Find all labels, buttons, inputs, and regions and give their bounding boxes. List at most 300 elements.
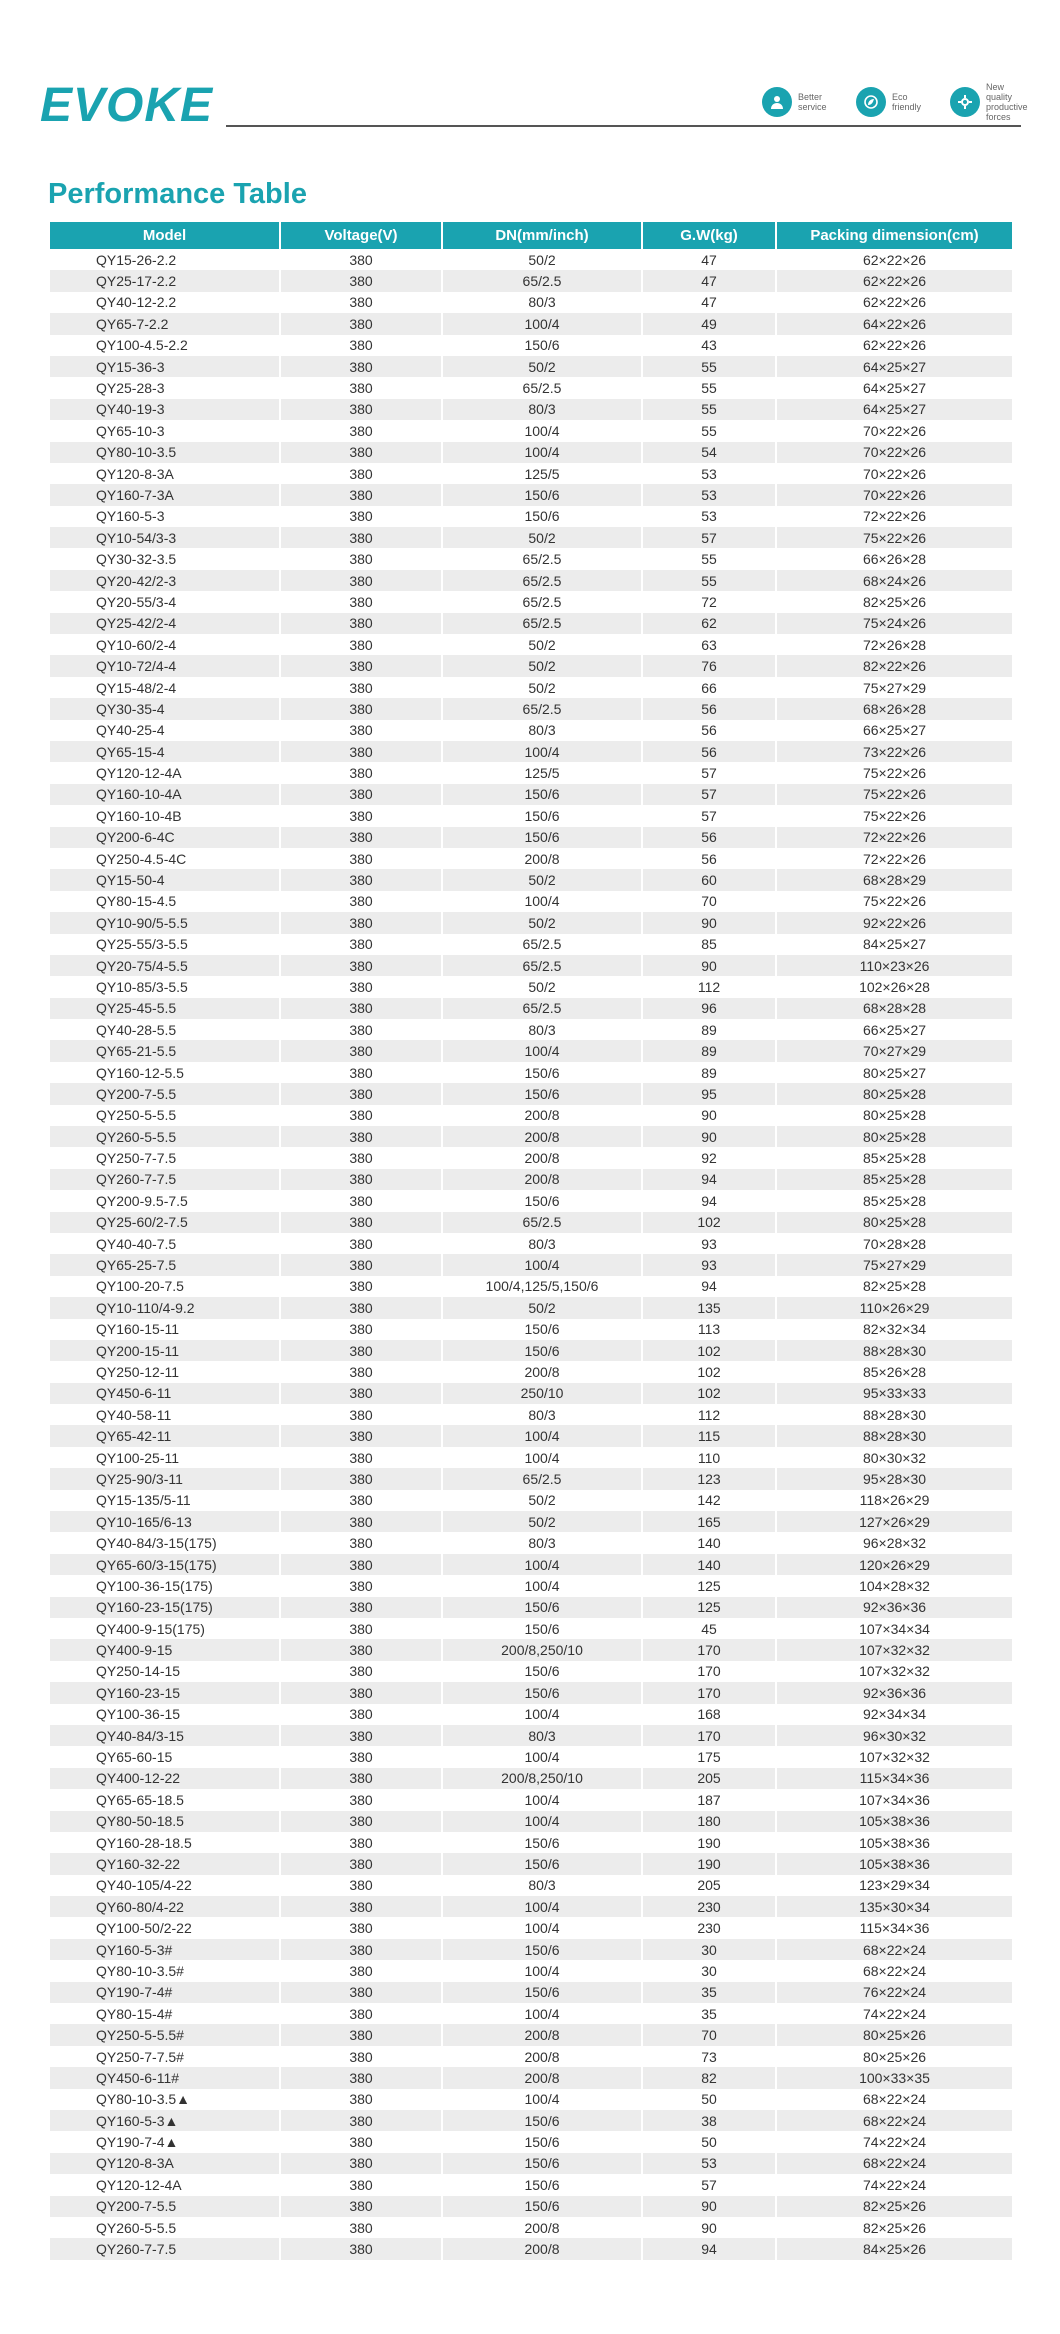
cell-gw: 165 — [642, 1511, 776, 1532]
cell-voltage: 380 — [280, 2238, 442, 2259]
cell-packing: 82×22×26 — [776, 655, 1012, 676]
table-row — [50, 335, 1012, 356]
cell-model: QY15-135/5-11 — [50, 1490, 280, 1511]
cell-gw: 175 — [642, 1746, 776, 1767]
cell-dn: 150/6 — [442, 2110, 642, 2131]
cell-model: QY10-165/6-13 — [50, 1511, 280, 1532]
table-row — [50, 1896, 1012, 1917]
table-row — [50, 677, 1012, 698]
cell-packing: 96×30×32 — [776, 1725, 1012, 1746]
cell-gw: 63 — [642, 634, 776, 655]
cell-packing: 115×34×36 — [776, 1768, 1012, 1789]
cell-packing: 92×22×26 — [776, 912, 1012, 933]
cell-gw: 135 — [642, 1297, 776, 1318]
cell-gw: 113 — [642, 1319, 776, 1340]
table-row — [50, 1383, 1012, 1404]
cell-voltage: 380 — [280, 1254, 442, 1275]
cell-model: QY160-5-3▲ — [50, 2110, 280, 2131]
cell-model: QY100-36-15 — [50, 1704, 280, 1725]
cell-gw: 92 — [642, 1147, 776, 1168]
cell-voltage: 380 — [280, 784, 442, 805]
cell-model: QY250-14-15 — [50, 1661, 280, 1682]
cell-gw: 90 — [642, 2217, 776, 2238]
cell-voltage: 380 — [280, 249, 442, 270]
cell-packing: 80×30×32 — [862, 1449, 927, 1466]
feature-badges — [762, 82, 1030, 122]
cell-model: QY160-10-4B — [50, 805, 280, 826]
cell-dn: 150/6 — [442, 1062, 642, 1083]
cell-model: QY25-60/2-7.5 — [50, 1212, 280, 1233]
table-row — [50, 377, 1012, 398]
cell-voltage: 380 — [280, 1361, 442, 1382]
cell-packing: 70×22×26 — [862, 422, 927, 439]
cell-packing: 115×34×36 — [859, 1920, 930, 1937]
cell-packing: 80×25×28 — [776, 1212, 1012, 1233]
cell-voltage: 380 — [280, 1297, 442, 1318]
cell-model: QY450-6-11# — [50, 2067, 280, 2088]
cell-model: QY25-17-2.2 — [50, 270, 280, 291]
cell-model: QY40-12-2.2 — [50, 292, 280, 313]
table-row — [50, 848, 1012, 869]
cell-dn: 150/6 — [442, 1190, 642, 1211]
cell-voltage: 380 — [280, 1490, 442, 1511]
cell-model: QY15-26-2.2 — [50, 249, 280, 270]
table-row — [50, 1233, 1012, 1254]
table-row — [50, 869, 1012, 890]
table-row — [50, 1682, 1012, 1703]
cell-model: QY160-12-5.5 — [50, 1062, 280, 1083]
table-row — [50, 292, 1012, 313]
table-row — [50, 2153, 1012, 2174]
cell-gw: 96 — [642, 998, 776, 1019]
cell-voltage: 380 — [280, 1704, 442, 1725]
cell-packing: 95×33×33 — [776, 1383, 1012, 1404]
gear-icon — [950, 87, 980, 117]
cell-gw: 125 — [642, 1597, 776, 1618]
cell-dn: 200/8,250/10 — [442, 1639, 642, 1660]
cell-gw: 38 — [642, 2110, 776, 2131]
leaf-icon — [856, 87, 886, 117]
cell-model: QY10-60/2-4 — [50, 634, 280, 655]
cell-packing: 68×28×29 — [776, 869, 1012, 890]
cell-gw: 170 — [642, 1682, 776, 1703]
cell-gw: 35 — [642, 1982, 776, 2003]
table-row — [50, 1725, 1012, 1746]
cell-gw: 60 — [642, 869, 776, 890]
column-header-model: Model — [50, 222, 280, 249]
cell-voltage: 380 — [280, 506, 442, 527]
cell-voltage: 380 — [280, 955, 442, 976]
cell-dn: 150/6 — [442, 1319, 642, 1340]
cell-dn: 150/6 — [442, 506, 642, 527]
cell-packing: 62×22×26 — [776, 270, 1012, 291]
cell-dn: 100/4 — [442, 1254, 642, 1275]
cell-model: QY25-55/3-5.5 — [50, 934, 280, 955]
cell-dn: 150/6 — [442, 805, 642, 826]
cell-packing: 110×23×26 — [776, 955, 1012, 976]
cell-packing: 85×25×28 — [862, 1150, 927, 1167]
cell-packing: 68×22×24 — [776, 1939, 1012, 1960]
cell-model: QY30-35-4 — [50, 698, 280, 719]
cell-gw: 57 — [642, 2174, 776, 2195]
cell-packing: 66×26×28 — [862, 551, 927, 568]
cell-gw: 112 — [642, 1404, 776, 1425]
table-row — [50, 2196, 1012, 2217]
cell-dn: 65/2.5 — [442, 613, 642, 634]
cell-voltage: 380 — [280, 442, 442, 463]
cell-model: QY10-72/4-4 — [50, 655, 280, 676]
cell-packing: 120×26×29 — [776, 1554, 1012, 1575]
cell-voltage: 380 — [280, 1319, 442, 1340]
cell-packing: 68×22×24 — [776, 2110, 1012, 2131]
cell-model: QY40-19-3 — [50, 399, 280, 420]
cell-gw: 90 — [642, 955, 776, 976]
cell-model: QY200-6-4C — [50, 827, 280, 848]
cell-gw: 76 — [642, 655, 776, 676]
cell-model: QY100-20-7.5 — [50, 1276, 280, 1297]
cell-dn: 65/2.5 — [442, 548, 642, 569]
cell-packing: 105×38×36 — [776, 1811, 1012, 1832]
cell-dn: 100/4 — [442, 1704, 642, 1725]
cell-packing: 118×26×29 — [859, 1492, 930, 1509]
table-row — [50, 741, 1012, 762]
cell-packing: 100×33×35 — [776, 2067, 1012, 2088]
cell-voltage: 380 — [280, 356, 442, 377]
cell-dn: 150/6 — [442, 1832, 642, 1853]
cell-model: QY25-42/2-4 — [50, 613, 280, 634]
cell-voltage: 380 — [280, 2174, 442, 2195]
cell-voltage: 380 — [280, 998, 442, 1019]
cell-packing: 85×26×28 — [862, 1364, 927, 1380]
cell-voltage: 380 — [280, 1468, 442, 1489]
cell-dn: 80/3 — [442, 1233, 642, 1254]
cell-model: QY120-8-3A — [50, 2153, 280, 2174]
cell-voltage: 380 — [280, 463, 442, 484]
table-row — [50, 2003, 1012, 2024]
badge-label: New quality productive forces — [986, 82, 1028, 122]
table-row — [50, 1319, 1012, 1340]
table-row — [50, 1597, 1012, 1618]
cell-voltage: 380 — [280, 1147, 442, 1168]
table-row — [50, 1532, 1012, 1553]
cell-model: QY120-12-4A — [50, 2174, 280, 2195]
table-row — [50, 463, 1012, 484]
cell-dn: 50/2 — [442, 976, 642, 997]
cell-model: QY260-7-7.5 — [50, 1169, 280, 1190]
cell-model: QY15-50-4 — [50, 869, 280, 890]
table-row — [50, 442, 1012, 463]
table-row — [50, 249, 1012, 270]
cell-gw: 30 — [642, 1960, 776, 1981]
cell-gw: 56 — [642, 720, 776, 741]
cell-model: QY25-28-3 — [50, 377, 280, 398]
cell-gw: 190 — [642, 1853, 776, 1874]
cell-dn: 50/2 — [442, 634, 642, 655]
cell-packing: 84×25×27 — [862, 936, 927, 953]
cell-gw: 30 — [642, 1939, 776, 1960]
cell-gw: 170 — [642, 1661, 776, 1682]
table-row — [50, 1019, 1012, 1040]
cell-dn: 65/2.5 — [442, 270, 642, 291]
cell-dn: 50/2 — [442, 677, 642, 698]
cell-voltage: 380 — [280, 335, 442, 356]
cell-gw: 56 — [642, 827, 776, 848]
table-row — [50, 762, 1012, 783]
cell-dn: 80/3 — [442, 292, 642, 313]
table-row — [50, 655, 1012, 676]
table-row — [50, 1447, 1012, 1468]
cell-packing: 107×34×36 — [859, 1791, 930, 1808]
cell-packing: 75×22×26 — [776, 527, 1012, 548]
cell-gw: 70 — [642, 2024, 776, 2045]
cell-packing: 102×26×28 — [859, 978, 930, 995]
cell-model: QY60-80/4-22 — [50, 1896, 280, 1917]
cell-gw: 82 — [642, 2067, 776, 2088]
table-row — [50, 1639, 1012, 1660]
cell-model: QY25-45-5.5 — [50, 998, 280, 1019]
cell-gw: 89 — [642, 1062, 776, 1083]
cell-dn: 65/2.5 — [442, 1468, 642, 1489]
cell-model: QY160-7-3A — [50, 484, 280, 505]
cell-model: QY80-10-3.5▲ — [50, 2089, 280, 2110]
cell-model: QY65-10-3 — [50, 420, 280, 441]
cell-model: QY400-9-15 — [50, 1639, 280, 1660]
cell-voltage: 380 — [280, 2153, 442, 2174]
table-row — [50, 1789, 1012, 1810]
cell-dn: 100/4 — [442, 1554, 642, 1575]
cell-gw: 112 — [642, 976, 776, 997]
cell-model: QY25-90/3-11 — [50, 1468, 280, 1489]
cell-gw: 115 — [642, 1425, 776, 1446]
cell-gw: 94 — [642, 1190, 776, 1211]
cell-model: QY10-85/3-5.5 — [50, 976, 280, 997]
cell-model: QY450-6-11 — [50, 1383, 280, 1404]
cell-voltage: 380 — [280, 1939, 442, 1960]
cell-packing: 68×24×26 — [776, 570, 1012, 591]
table-row — [50, 805, 1012, 826]
cell-dn: 50/2 — [442, 527, 642, 548]
cell-voltage: 380 — [280, 1682, 442, 1703]
cell-dn: 80/3 — [442, 1404, 642, 1425]
cell-voltage: 380 — [280, 2217, 442, 2238]
table-row — [50, 613, 1012, 634]
cell-model: QY20-42/2-3 — [50, 570, 280, 591]
cell-gw: 45 — [642, 1618, 776, 1639]
cell-model: QY65-7-2.2 — [50, 313, 280, 334]
table-row — [50, 570, 1012, 591]
cell-packing: 74×22×24 — [862, 2005, 927, 2022]
cell-voltage: 380 — [280, 762, 442, 783]
cell-voltage: 380 — [280, 1212, 442, 1233]
cell-gw: 53 — [642, 463, 776, 484]
cell-dn: 100/4 — [442, 1960, 642, 1981]
cell-dn: 200/8 — [442, 848, 642, 869]
cell-voltage: 380 — [280, 976, 442, 997]
cell-gw: 49 — [642, 313, 776, 334]
cell-voltage: 380 — [280, 2046, 442, 2067]
cell-model: QY65-21-5.5 — [50, 1040, 280, 1061]
cell-dn: 150/6 — [442, 827, 642, 848]
table-row — [50, 2089, 1012, 2110]
table-row — [50, 1490, 1012, 1511]
cell-dn: 50/2 — [442, 1511, 642, 1532]
cell-model: QY250-5-5.5# — [50, 2024, 280, 2045]
cell-packing: 107×32×32 — [859, 1663, 930, 1680]
table-row — [50, 1939, 1012, 1960]
cell-packing: 107×32×32 — [776, 1639, 1012, 1660]
badge-label: Better service — [798, 92, 827, 112]
table-row — [50, 2238, 1012, 2259]
cell-voltage: 380 — [280, 912, 442, 933]
cell-packing: 62×22×26 — [862, 337, 927, 354]
table-row — [50, 1746, 1012, 1767]
cell-model: QY20-75/4-5.5 — [50, 955, 280, 976]
table-row — [50, 484, 1012, 505]
cell-model: QY10-90/5-5.5 — [50, 912, 280, 933]
cell-gw: 168 — [642, 1704, 776, 1725]
cell-dn: 200/8 — [442, 1105, 642, 1126]
cell-packing: 64×25×27 — [776, 399, 1012, 420]
table-header-row — [50, 222, 1012, 249]
cell-gw: 35 — [642, 2003, 776, 2024]
cell-packing: 64×25×27 — [776, 356, 1012, 377]
cell-gw: 190 — [642, 1832, 776, 1853]
cell-model: QY10-54/3-3 — [50, 527, 280, 548]
person-icon — [762, 87, 792, 117]
table-row — [50, 1212, 1012, 1233]
table-body — [50, 249, 1012, 2260]
cell-packing: 82×25×26 — [862, 593, 927, 610]
cell-gw: 55 — [642, 377, 776, 398]
cell-model: QY40-58-11 — [50, 1404, 280, 1425]
table-row — [50, 1960, 1012, 1981]
cell-dn: 100/4 — [442, 1040, 642, 1061]
table-row — [50, 976, 1012, 997]
cell-dn: 250/10 — [442, 1383, 642, 1404]
cell-gw: 62 — [642, 613, 776, 634]
cell-dn: 100/4 — [442, 313, 642, 334]
cell-dn: 65/2.5 — [442, 955, 642, 976]
cell-packing: 80×25×28 — [776, 1126, 1012, 1147]
cell-packing: 75×27×29 — [862, 679, 927, 696]
cell-voltage: 380 — [280, 1725, 442, 1746]
cell-voltage: 380 — [280, 1105, 442, 1126]
cell-dn: 50/2 — [442, 1297, 642, 1318]
cell-model: QY160-10-4A — [50, 784, 280, 805]
cell-gw: 125 — [642, 1575, 776, 1596]
cell-voltage: 380 — [280, 1383, 442, 1404]
cell-gw: 57 — [642, 805, 776, 826]
cell-gw: 53 — [642, 506, 776, 527]
cell-packing: 64×25×27 — [862, 380, 927, 397]
cell-model: QY40-84/3-15 — [50, 1725, 280, 1746]
cell-dn: 150/6 — [442, 1682, 642, 1703]
cell-gw: 85 — [642, 934, 776, 955]
cell-dn: 150/6 — [442, 1982, 642, 2003]
table-row — [50, 1147, 1012, 1168]
cell-dn: 50/2 — [442, 869, 642, 890]
cell-model: QY200-7-5.5 — [50, 2196, 280, 2217]
cell-dn: 125/5 — [442, 463, 642, 484]
cell-gw: 56 — [642, 741, 776, 762]
cell-voltage: 380 — [280, 1447, 442, 1468]
cell-gw: 55 — [642, 420, 776, 441]
cell-packing: 85×25×28 — [862, 1192, 927, 1209]
cell-gw: 72 — [642, 591, 776, 612]
badge-productive-forces — [950, 82, 1030, 122]
cell-packing: 84×25×26 — [776, 2238, 1012, 2259]
cell-packing: 73×22×26 — [776, 741, 1012, 762]
cell-voltage: 380 — [280, 2131, 442, 2152]
table-row — [50, 1254, 1012, 1275]
table-row — [50, 1811, 1012, 1832]
cell-packing: 135×30×34 — [776, 1896, 1012, 1917]
cell-dn: 150/6 — [442, 484, 642, 505]
cell-model: QY20-55/3-4 — [50, 591, 280, 612]
cell-packing: 70×22×26 — [862, 465, 927, 482]
cell-dn: 200/8 — [442, 2238, 642, 2259]
cell-voltage: 380 — [280, 1233, 442, 1254]
cell-voltage: 380 — [280, 548, 442, 569]
cell-dn: 65/2.5 — [442, 934, 642, 955]
cell-model: QY200-15-11 — [50, 1340, 280, 1361]
cell-dn: 65/2.5 — [442, 1212, 642, 1233]
cell-voltage: 380 — [280, 677, 442, 698]
cell-voltage: 380 — [280, 869, 442, 890]
table-row — [50, 1169, 1012, 1190]
cell-packing: 82×25×28 — [862, 1278, 927, 1295]
cell-voltage: 380 — [280, 377, 442, 398]
cell-model: QY250-12-11 — [50, 1361, 280, 1382]
table-row — [50, 1105, 1012, 1126]
cell-model: QY80-15-4# — [50, 2003, 280, 2024]
cell-packing: 72×26×28 — [862, 636, 927, 653]
cell-gw: 56 — [642, 698, 776, 719]
cell-gw: 205 — [642, 1875, 776, 1896]
cell-voltage: 380 — [280, 1853, 442, 1874]
cell-gw: 56 — [642, 848, 776, 869]
cell-dn: 200/8 — [442, 2217, 642, 2238]
cell-model: QY30-32-3.5 — [50, 548, 280, 569]
table-row — [50, 1982, 1012, 2003]
cell-voltage: 380 — [280, 270, 442, 291]
cell-gw: 102 — [642, 1212, 776, 1233]
cell-gw: 57 — [642, 527, 776, 548]
cell-packing: 88×28×30 — [776, 1425, 1012, 1446]
cell-model: QY80-15-4.5 — [50, 891, 280, 912]
table-row — [50, 1575, 1012, 1596]
cell-packing: 70×22×26 — [776, 442, 1012, 463]
cell-voltage: 380 — [280, 2067, 442, 2088]
cell-packing: 107×34×34 — [859, 1620, 930, 1637]
table-row — [50, 1040, 1012, 1061]
cell-gw: 50 — [642, 2131, 776, 2152]
cell-dn: 150/6 — [442, 1083, 642, 1104]
cell-dn: 100/4,125/5,150/6 — [442, 1276, 642, 1297]
cell-packing: 75×22×26 — [776, 784, 1012, 805]
cell-gw: 187 — [642, 1789, 776, 1810]
cell-packing: 70×22×26 — [776, 484, 1012, 505]
cell-model: QY15-48/2-4 — [50, 677, 280, 698]
cell-gw: 66 — [642, 677, 776, 698]
cell-model: QY65-65-18.5 — [50, 1789, 280, 1810]
cell-dn: 100/4 — [442, 442, 642, 463]
column-header-dn: DN(mm/inch) — [442, 222, 642, 249]
cell-packing: 75×22×26 — [862, 893, 927, 910]
cell-packing: 88×28×30 — [776, 1340, 1012, 1361]
cell-packing: 110×26×29 — [776, 1297, 1012, 1318]
cell-model: QY160-28-18.5 — [50, 1832, 280, 1853]
